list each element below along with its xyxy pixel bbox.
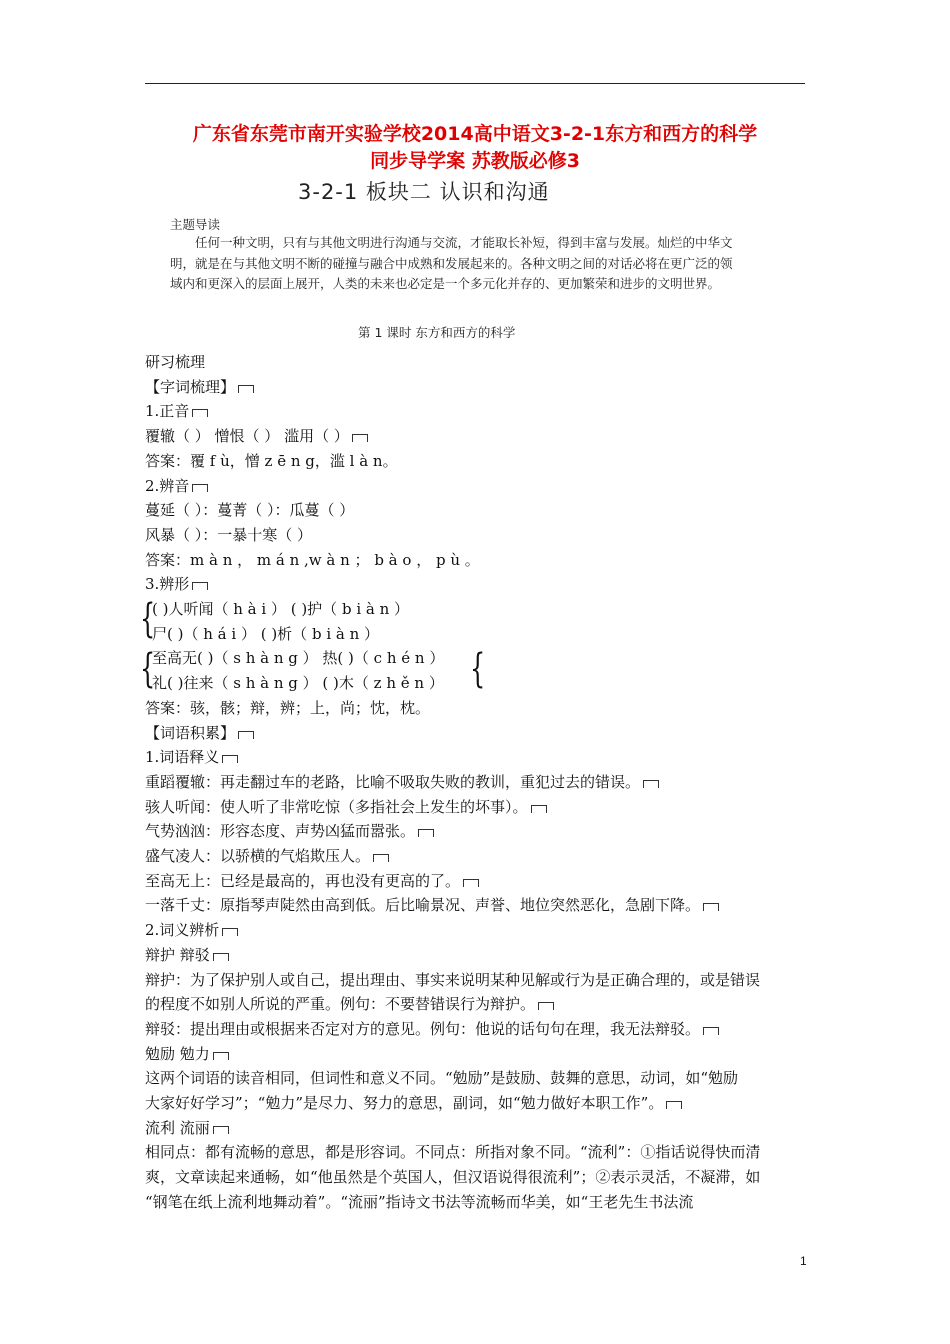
text-line: 流利 流丽 bbox=[145, 1116, 229, 1140]
paragraph-mark-icon bbox=[192, 484, 208, 492]
text-line: 至高无( )（ s h à n g ） 热( )（ c h é n ） bbox=[152, 649, 445, 668]
text-line: 大家好好学习”；“勉力”是尽力、努力的意思，副词，如“勉力做好本职工作”。 bbox=[145, 1091, 682, 1115]
text-line: 盛气凌人：以骄横的气焰欺压人。 bbox=[145, 844, 389, 868]
text-line: 2.辨音 bbox=[145, 474, 208, 498]
text-line: 这两个词语的读音相同，但词性和意义不同。“勉励”是鼓励、鼓舞的意思，动词，如“勉励 bbox=[145, 1069, 739, 1088]
paragraph-mark-icon bbox=[666, 1101, 682, 1109]
text-line: 辩驳：提出理由或根据来否定对方的意见。例句：他说的话句句在理，我无法辩驳。 bbox=[145, 1017, 719, 1041]
paragraph-mark-icon bbox=[418, 829, 434, 837]
text-line: 【词语积累】 bbox=[145, 721, 254, 745]
text-line: 辩护 辩驳 bbox=[145, 943, 229, 967]
text-line: 2.词义辨析 bbox=[145, 918, 238, 942]
paragraph-mark-icon bbox=[222, 928, 238, 936]
brace-left-1: { bbox=[140, 596, 156, 642]
intro-heading: 主题导读 bbox=[170, 217, 221, 232]
brace-right-2: { bbox=[470, 646, 486, 692]
text-line: 1.正音 bbox=[145, 399, 208, 423]
paragraph-mark-icon bbox=[531, 805, 547, 813]
paragraph-mark-icon bbox=[373, 854, 389, 862]
paragraph-mark-icon bbox=[213, 1052, 229, 1060]
text-line: 蔓延（ ）：蔓菁（ ）：瓜蔓（ ） bbox=[145, 501, 355, 520]
text-line: 答案：骇，骸；辩，辨；上，尚；忱，枕。 bbox=[145, 698, 431, 717]
paragraph-mark-icon bbox=[703, 903, 719, 911]
text-line: 3.辨形 bbox=[145, 572, 208, 596]
paragraph-mark-icon bbox=[703, 1027, 719, 1035]
page-number: 1 bbox=[800, 1254, 807, 1268]
text-line: 的程度不如别人所说的严重。例句：不要替错误行为辩护。 bbox=[145, 992, 554, 1016]
paragraph-mark-icon bbox=[192, 409, 208, 417]
text-line: 勉励 勉力 bbox=[145, 1042, 229, 1066]
paragraph-mark-icon bbox=[222, 755, 238, 763]
text-line: 1.词语释义 bbox=[145, 745, 238, 769]
text-line: 尸( )（ h á i ） ( )析（ b i à n ） bbox=[152, 624, 380, 643]
text-line: 答案：m à n ， m á n ,w à n ； b à o ， p ù 。 bbox=[145, 550, 480, 569]
text-line: 覆辙（ ） 憎恨（ ） 滥用（ ） bbox=[145, 424, 368, 448]
paragraph-mark-icon bbox=[238, 731, 254, 739]
brace-left-2: { bbox=[140, 646, 156, 692]
paragraph-mark-icon bbox=[463, 879, 479, 887]
text-line: ( )人听闻（ h à i ） ( )护（ b i à n ） bbox=[152, 600, 410, 618]
intro-text: 任何一种文明，只有与其他文明进行沟通与交流，才能取长补短，得到丰富与发展。灿烂的中华文明，就是在与其他文明不断的碰撞与融合中成熟和发展起来的。各种文明之间的对话必将在更广泛的领域内和更深入的层面上展开，人类的未来也必定是一个多元化并存的、更加繁荣和进步的文明世界。 bbox=[170, 235, 733, 291]
text-line: 礼( )往来（ s h à n g ） ( )木（ z h ě n ） bbox=[152, 674, 444, 693]
text-line: “钢笔在纸上流利地舞动着”。“流丽”指诗文书法等流畅而华美，如“王老先生书法流 bbox=[145, 1192, 694, 1211]
text-line: 一落千丈：原指琴声陡然由高到低。后比喻景况、声誉、地位突然恶化，急剧下降。 bbox=[145, 893, 719, 917]
text-line: 骇人听闻：使人听了非常吃惊（多指社会上发生的坏事）。 bbox=[145, 795, 547, 819]
header-rule bbox=[145, 83, 805, 84]
paragraph-mark-icon bbox=[213, 953, 229, 961]
doc-title-line1: 广东省东莞市南开实验学校2014高中语文3-2-1东方和西方的科学 bbox=[192, 123, 758, 145]
text-line: 【字词梳理】 bbox=[145, 375, 254, 399]
paragraph-mark-icon bbox=[192, 582, 208, 590]
text-line: 辩护：为了保护别人或自己，提出理由、事实来说明某种见解或行为是正确合理的，或是错误 bbox=[145, 970, 761, 989]
text-line: 相同点：都有流畅的意思，都是形容词。不同点：所指对象不同。“流利”：①指话说得快而清 bbox=[145, 1143, 761, 1162]
text-line: 风暴（ ）：一暴十寒（ ） bbox=[145, 525, 313, 544]
text-line: 答案：覆 f ù，憎 z ē n g，滥 l à n。 bbox=[145, 451, 398, 470]
paragraph-mark-icon bbox=[213, 1126, 229, 1134]
lesson-title: 第 1 课时 东方和西方的科学 bbox=[358, 325, 516, 340]
doc-title-line2: 同步导学案 苏教版必修3 bbox=[370, 150, 580, 172]
paragraph-mark-icon bbox=[538, 1002, 554, 1010]
section-heading: 3-2-1 板块二 认识和沟通 bbox=[298, 180, 550, 204]
text-line: 研习梳理 bbox=[145, 353, 206, 371]
text-line: 至高无上：已经是最高的，再也没有更高的了。 bbox=[145, 869, 479, 893]
paragraph-mark-icon bbox=[238, 385, 254, 393]
text-line: 爽，文章读起来通畅，如“他虽然是个英国人，但汉语说得很流利”；②表示灵活，不凝滞，如 bbox=[145, 1168, 761, 1187]
paragraph-mark-icon bbox=[352, 434, 368, 442]
text-line: 重蹈覆辙：再走翻过车的老路，比喻不吸取失败的教训，重犯过去的错误。 bbox=[145, 770, 659, 794]
text-line: 气势汹汹：形容态度、声势凶猛而嚣张。 bbox=[145, 819, 434, 843]
paragraph-mark-icon bbox=[643, 780, 659, 788]
